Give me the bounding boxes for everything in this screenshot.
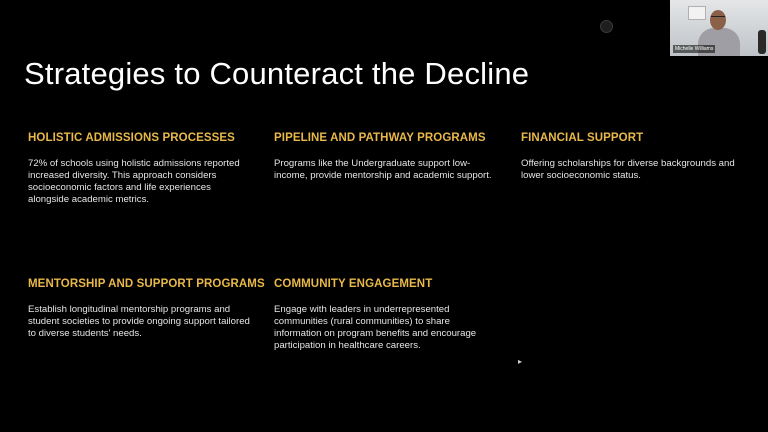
card-body: 72% of schools using holistic admissions reported increased diversity. This approach considers socioeconomic factors and life experiences alongside academic metrics.	[28, 158, 240, 205]
card-heading: FINANCIAL SUPPORT	[521, 132, 644, 144]
strategy-card-pipeline-programs	[274, 132, 494, 182]
slide-title: Strategies to Counteract the Decline	[24, 56, 530, 91]
strategy-card-mentorship	[28, 278, 265, 340]
strategy-card-holistic-admissions	[28, 132, 243, 206]
wall-picture	[688, 6, 706, 20]
card-body: Offering scholarships for diverse backgrounds and lower socioeconomic status.	[521, 158, 735, 181]
participant-head	[710, 10, 726, 30]
card-heading: HOLISTIC ADMISSIONS PROCESSES	[28, 132, 235, 144]
card-heading: COMMUNITY ENGAGEMENT	[274, 278, 433, 290]
card-heading: PIPELINE AND PATHWAY PROGRAMS	[274, 132, 486, 144]
card-body: Establish longitudinal mentorship programs and student societies to provide ongoing support tailored to diverse students' needs.	[28, 304, 250, 339]
screen-share-indicator-icon[interactable]	[600, 20, 613, 33]
card-body: Programs like the Undergraduate support low-income, provide mentorship and academic support.	[274, 158, 492, 181]
card-heading: MENTORSHIP AND SUPPORT PROGRAMS	[28, 278, 265, 290]
strategy-card-financial-support	[521, 132, 741, 182]
mouse-cursor-icon: ▸	[518, 357, 523, 366]
card-body: Engage with leaders in underrepresented communities (rural communities) to share information on program benefits and encourage participation in healthcare careers.	[274, 304, 477, 351]
participant-name-label: Michelle Williams	[675, 46, 714, 52]
video-panel-scroll-handle[interactable]	[758, 30, 766, 54]
participant-video-thumbnail[interactable]	[670, 0, 768, 56]
strategy-card-community-engagement	[274, 278, 499, 352]
participant-glasses	[711, 16, 725, 20]
